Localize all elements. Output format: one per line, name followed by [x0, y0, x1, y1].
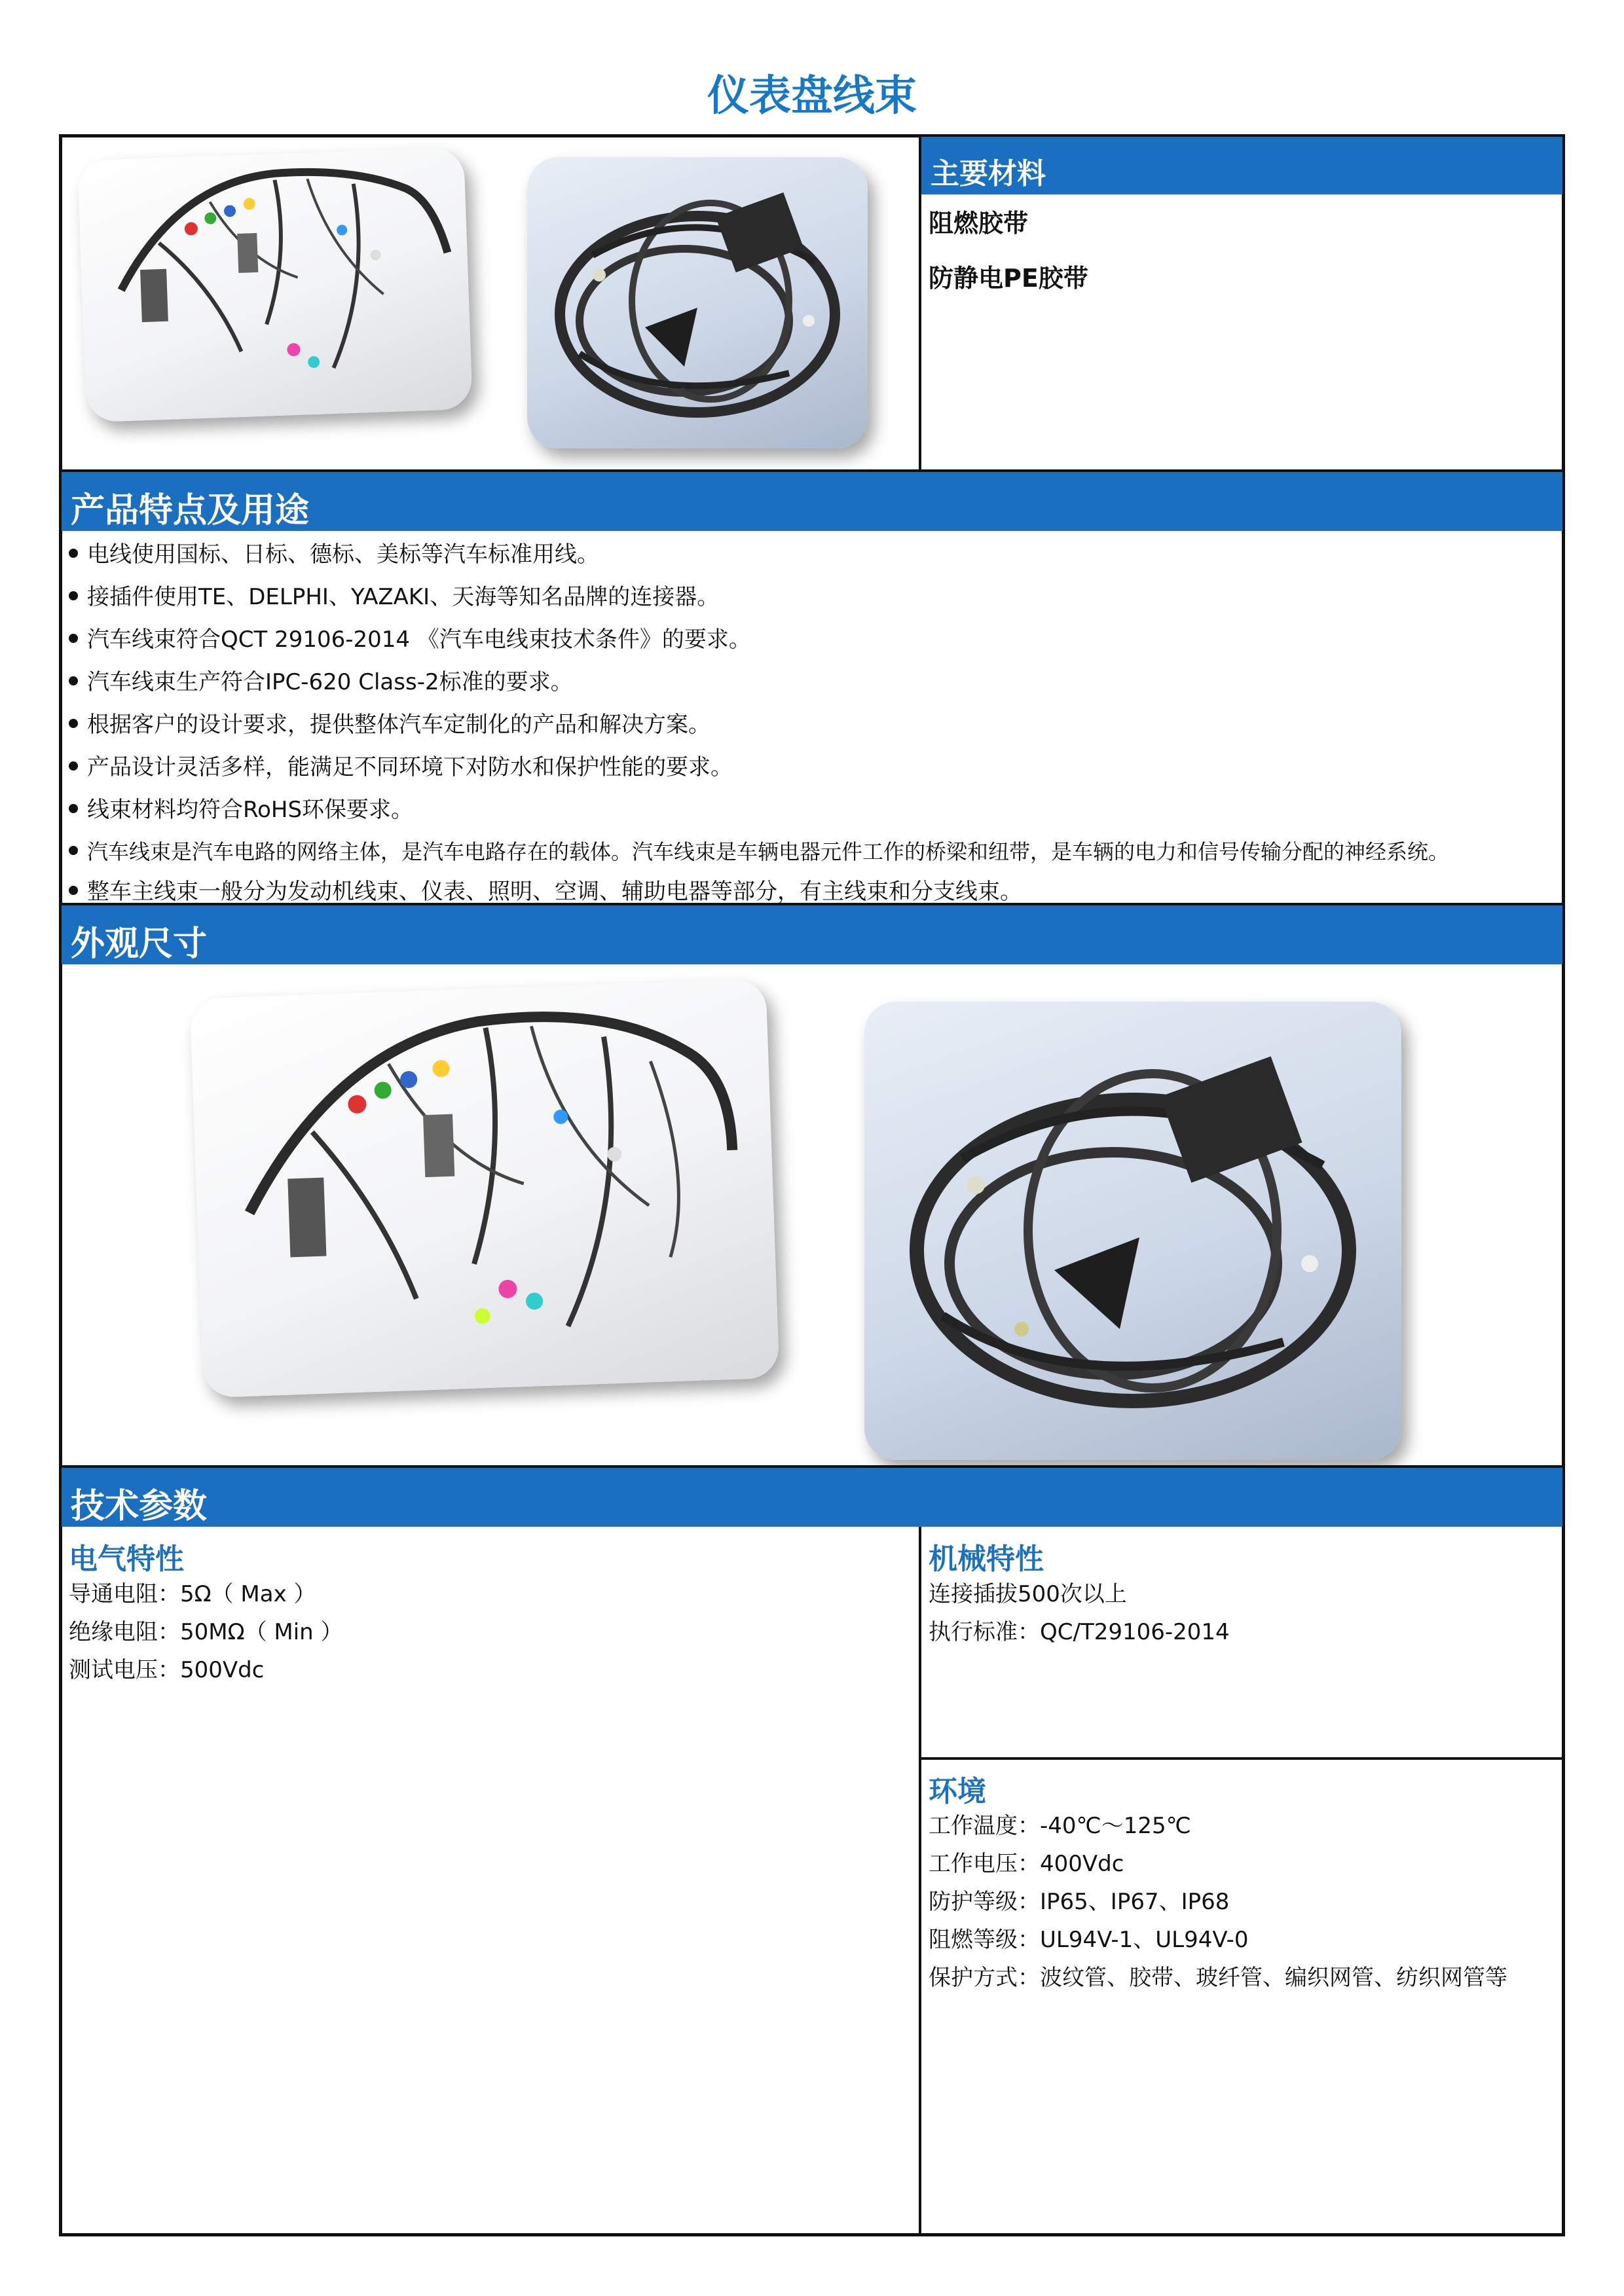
bullet-icon — [69, 549, 78, 558]
features-header-label: 产品特点及用途 — [71, 491, 310, 530]
wire-harness-image — [77, 147, 473, 422]
environment-item: 防护等级：IP65、IP67、IP68 — [929, 1889, 1230, 1915]
feature-text: 产品设计灵活多样，能满足不同环境下对防水和保护性能的要求。 — [87, 754, 733, 780]
appearance-header-label: 外观尺寸 — [71, 924, 208, 964]
materials-header — [921, 137, 1562, 194]
environment-item: 保护方式：波纹管、胶带、玻纤管、编织网管、纺织网管等 — [929, 1965, 1507, 1991]
feature-item — [69, 586, 719, 608]
feature-text: 汽车线束符合QCT 29106-2014 《汽车电线束技术条件》的要求。 — [87, 627, 751, 653]
appearance-header — [62, 905, 1562, 964]
feature-text: 电线使用国标、日标、德标、美标等汽车标准用线。 — [87, 541, 599, 568]
feature-text: 整车主线束一般分为发动机线束、仪表、照明、空调、辅助电器等部分，有主线束和分支线束。 — [87, 879, 1022, 905]
harness-photo-blue — [527, 157, 868, 448]
feature-item — [69, 671, 573, 693]
wire-harness-bundle-image — [864, 1002, 1401, 1460]
feature-item — [69, 799, 413, 821]
bullet-icon — [69, 886, 78, 895]
mechanical-item: 执行标准：QC/T29106-2014 — [929, 1619, 1230, 1645]
environment-item: 工作温度：-40℃～125℃ — [929, 1813, 1191, 1839]
feature-item — [69, 756, 733, 778]
bullet-icon — [69, 761, 78, 771]
bullet-icon — [69, 719, 78, 728]
electrical-item: 绝缘电阻：50MΩ（ Min ） — [69, 1619, 343, 1645]
environment-item: 工作电压：400Vdc — [929, 1851, 1124, 1877]
electrical-item: 测试电压：500Vdc — [69, 1657, 265, 1683]
appearance-photo-blue — [864, 1002, 1401, 1460]
environment-item: 阻燃等级：UL94V-1、UL94V-0 — [929, 1927, 1249, 1953]
feature-item — [69, 881, 1022, 903]
material-item: 防静电PE胶带 — [929, 264, 1088, 293]
electrical-title: 电气特性 — [69, 1542, 184, 1576]
wire-harness-bundle-image — [527, 157, 868, 448]
wire-harness-image — [190, 979, 780, 1398]
feature-item — [69, 543, 599, 566]
tech-header-label: 技术参数 — [71, 1487, 208, 1526]
divider — [920, 1757, 1565, 1760]
feature-item — [69, 714, 710, 736]
tech-header — [62, 1468, 1562, 1527]
bullet-icon — [69, 676, 78, 685]
mechanical-item: 连接插拔500次以上 — [929, 1581, 1127, 1607]
material-item: 阻燃胶带 — [929, 209, 1029, 238]
divider — [919, 1465, 921, 2236]
feature-text: 汽车线束是汽车电路的网络主体，是汽车电路存在的载体。汽车线束是车辆电器元件工作的桥梁和纽带，是车辆的电力和信号传输分配的神经系统。 — [87, 839, 1450, 864]
harness-photo-white — [77, 147, 473, 422]
feature-item — [69, 841, 1449, 862]
features-header — [62, 472, 1562, 531]
mechanical-title: 机械特性 — [929, 1542, 1044, 1576]
electrical-item: 导通电阻：5Ω（ Max ） — [69, 1581, 316, 1607]
feature-text: 汽车线束生产符合IPC-620 Class-2标准的要求。 — [87, 669, 573, 695]
materials-header-label: 主要材料 — [931, 157, 1046, 191]
bullet-icon — [69, 846, 78, 855]
page-title: 仪表盘线束 — [707, 72, 917, 120]
environment-title: 环境 — [929, 1775, 986, 1808]
feature-item — [69, 629, 751, 651]
bullet-icon — [69, 804, 78, 813]
feature-text: 线束材料均符合RoHS环保要求。 — [87, 797, 414, 823]
feature-text: 根据客户的设计要求，提供整体汽车定制化的产品和解决方案。 — [87, 712, 710, 738]
bullet-icon — [69, 591, 78, 600]
feature-text: 接插件使用TE、DELPHI、YAZAKI、天海等知名品牌的连接器。 — [87, 584, 720, 610]
bullet-icon — [69, 634, 78, 643]
appearance-photo-white — [190, 979, 780, 1398]
